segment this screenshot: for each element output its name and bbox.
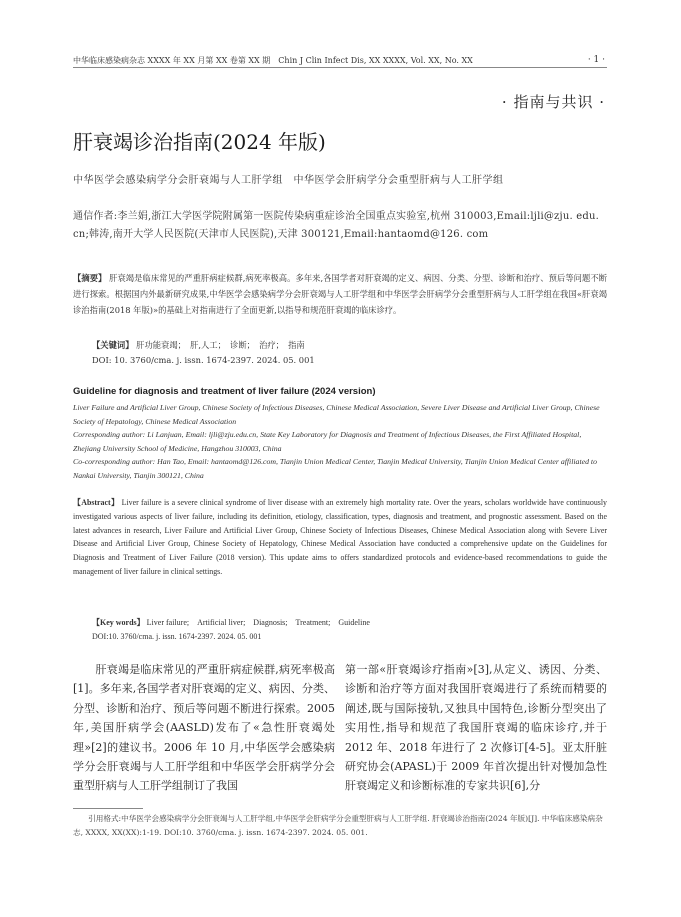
- abstract-cn: [73, 270, 607, 318]
- keywords-en-text: Liver failure; Artificial liver; Diagnosis; Treatment; Guideline: [146, 618, 370, 627]
- english-title: Guideline for diagnosis and treatment of liver failure (2024 version): [73, 386, 376, 397]
- english-abstract-label: 【Abstract】: [73, 498, 120, 507]
- doi-cn: DOI: 10. 3760/cma. j. issn. 1674-2397. 2024. 05. 001: [92, 355, 315, 365]
- keywords-cn: [92, 339, 592, 351]
- author-groups: 中华医学会感染病学分会肝衰竭与人工肝学组 中华医学会肝病学分会重型肝病与人工肝学组: [73, 175, 504, 186]
- citation-format: 引用格式:中华医学会感染病学分会肝衰竭与人工肝学组,中华医学会肝病学分会重型肝病与人工肝学组. 肝衰竭诊治指南(2024 年版)[J]. 中华临床感染病杂志, XXXX, XX(XX):1-19. DOI:10. 3760/cma. j. issn. 1674-2397. 2024. 05. 001.: [73, 814, 603, 838]
- keywords-cn-label: 【关键词】: [92, 340, 134, 350]
- english-abstract: [73, 496, 607, 579]
- english-affiliations: Liver Failure and Artificial Liver Group, Chinese Society of Infectious Diseases, Chinese Medical Association, Severe Liver Disease and Artificial Liver Group, Chinese Society of Hepatology, Chinese Medical Association Corresponding author: Li Lanjuan, Email: ljli@zju.edu.cn, State Key Laboratory for Diagnosis and Treatment of Infectious Diseases, the First Affiliated Hospital, Zhejiang University School of Medicine, Hangzhou 310003, China Co-corresponding author: Han Tao, Email: hantaomd@126.com, Tianjin Union Medical Center, Tianjin Medical University, Tianjin Union Medical Center affiliated to Nankai University, Tianjin 300121, China: [73, 403, 600, 480]
- body-column-right: 第一部«肝衰竭诊疗指南»[3],从定义、诱因、分类、诊断和治疗等方面对我国肝衰竭进行了系统而精要的阐述,既与国际接轨,又独具中国特色,诊断分型突出了实用性,指导和规范了我国肝衰竭的临床诊疗,并于 2012 年、2018 年进行了 2 次修订[4-5]。亚太肝脏研究协会(APASL)于 2009 年首次提出针对慢加急性肝衰竭定义和诊断标准的专家共识[6],分: [345, 663, 607, 793]
- correspondence: 通信作者:李兰娟,浙江大学医学院附属第一医院传染病重症诊治全国重点实验室,杭州 310003,Email:ljli@zju. edu. cn;韩涛,南开大学人民医院(天津市人民医院),天津 300121,Email:hantaomd@126. com: [73, 211, 599, 240]
- section-label: · 指南与共识 ·: [501, 93, 605, 111]
- running-head: 中华临床感染病杂志 XXXX 年 XX 月第 XX 卷第 XX 期 Chin J Clin Infect Dis, XX XXXX, Vol. XX, No. XX: [73, 56, 473, 65]
- abstract-cn-text: 肝衰竭是临床常见的严重肝病症候群,病死率极高。多年来,各国学者对肝衰竭的定义、病因、分类、分型、诊断和治疗、预后等问题不断进行探索。根据国内外最新研究成果,中华医学会感染病学分会肝衰竭与人工肝学组和中华医学会肝病学分会重型肝病与人工肝学组在我国«肝衰竭诊治指南(2018 年版)»的基础上对指南进行了全面更新,以指导和规范肝衰竭的临床诊疗。: [73, 273, 608, 315]
- abstract-cn-label: 【摘要】: [73, 273, 107, 283]
- footnote-rule: [73, 808, 143, 809]
- article-title: 肝衰竭诊治指南(2024 年版): [73, 130, 326, 154]
- keywords-en: [92, 617, 592, 628]
- keywords-cn-text: 肝功能衰竭； 肝,人工； 诊断； 治疗； 指南: [136, 340, 305, 350]
- body-column-left: 肝衰竭是临床常见的严重肝病症候群,病死率极高[1]。多年来,各国学者对肝衰竭的定义、病因、分类、分型、诊断和治疗、预后等问题不断进行探索。2005 年,美国肝病学会(AASLD)发布了«急性肝衰竭处理»[2]的建议书。2006 年 10 月,中华医学会感染病学分会肝衰竭与人工肝学组和中华医学会肝病学分会重型肝病与人工肝学组制订了我国: [73, 663, 335, 793]
- page-number: · 1 ·: [587, 55, 605, 65]
- english-abstract-text: Liver failure is a severe clinical syndrome of liver disease with an extremely high mortality rate. Over the years, scholars worldwide have continuously investigated various aspects of liver failure, including its definition, etiology, classification, types, diagnosis and treatment, and prognostic assessment. Based on the latest advances in research, Liver Failure and Artificial Liver Group, Chinese Society of Infectious Diseases, Chinese Medical Association along with Severe Liver Disease and Artificial Liver Group, Chinese Society of Hepatology, Chinese Medical Association have conducted a comprehensive update on the Guidelines for Diagnosis and Treatment of Liver Failure (2018 version). This update aims to offers standardized protocols and evidence-based recommendations to guide the management of liver failure in clinical settings.: [73, 498, 607, 576]
- keywords-en-label: 【Key words】: [92, 618, 145, 627]
- header-rule: [73, 67, 607, 68]
- doi-en: DOI:10. 3760/cma. j. issn. 1674-2397. 2024. 05. 001: [92, 632, 262, 641]
